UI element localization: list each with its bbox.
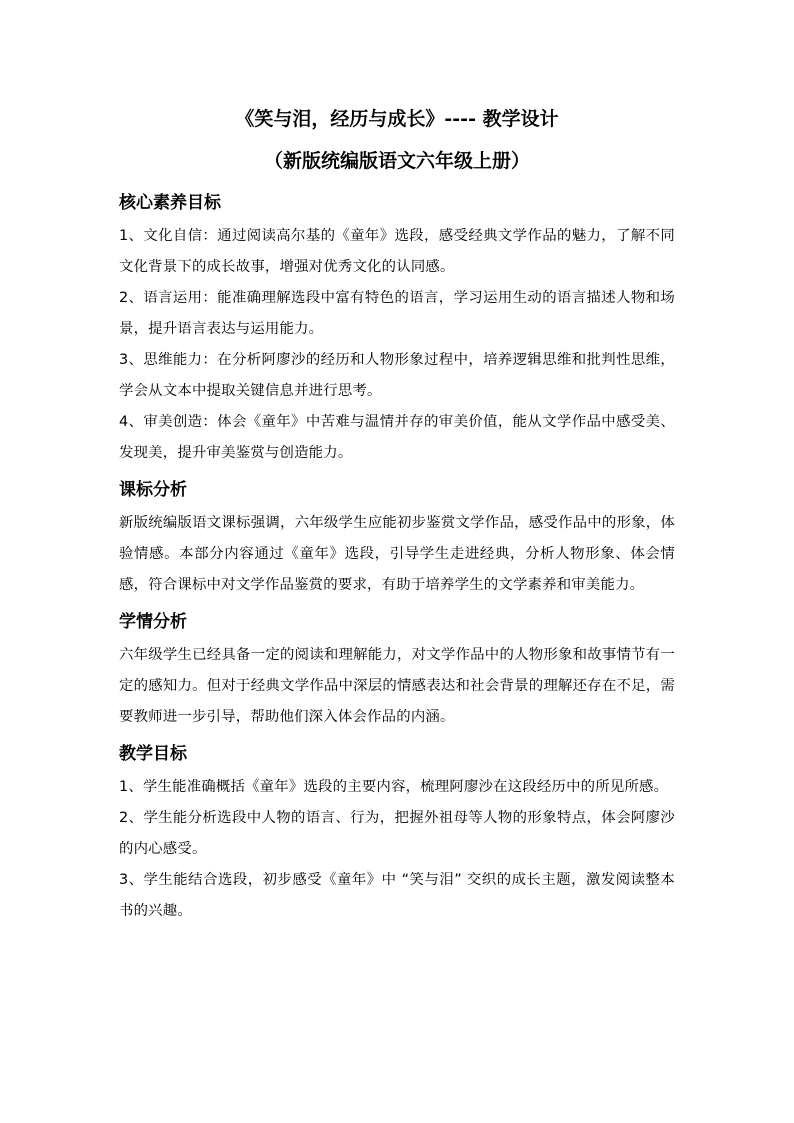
section-curriculum-analysis	[119, 474, 675, 601]
paragraph: 1、文化自信：通过阅读高尔基的《童年》选段，感受经典文学作品的魅力，了解不同文化背景下的成长故事，增强对优秀文化的认同感。	[119, 228, 675, 275]
paragraph: 2、语言运用：能准确理解选段中富有特色的语言，学习运用生动的语言描述人物和场景，提升语言表达与运用能力。	[119, 290, 675, 337]
document-page	[119, 100, 675, 927]
paragraph: 1、学生能准确概括《童年》选段的主要内容，梳理阿廖沙在这段经历中的所见所感。	[119, 779, 669, 795]
section-heading: 课标分析	[119, 480, 187, 500]
section-heading: 核心素养目标	[119, 193, 221, 213]
paragraph: 新版统编版语文课标强调，六年级学生应能初步鉴赏文学作品，感受作品中的形象，体验情感。本部分内容通过《童年》选段，引导学生走进经典，分析人物形象、体会情感，符合课标中对文学作品鉴赏的要求，有助于培养学生的文学素养和审美能力。	[119, 515, 675, 593]
document-title: 《笑与泪，经历与成长》---- 教学设计	[235, 108, 559, 130]
document-subtitle: （新版统编版语文六年级上册）	[263, 150, 530, 172]
paragraph: 2、学生能分析选段中人物的语言、行为，把握外祖母等人物的形象特点，体会阿廖沙的内心感受。	[119, 810, 675, 857]
section-heading: 学情分析	[119, 612, 187, 632]
section-teaching-goals	[119, 738, 675, 927]
paragraph: 六年级学生已经具备一定的阅读和理解能力，对文学作品中的人物形象和故事情节有一定的感知力。但对于经典文学作品中深层的情感表达和社会背景的理解还存在不足，需要教师进一步引导，帮助他们深入体会作品的内涵。	[119, 647, 675, 725]
section-student-analysis	[119, 606, 675, 733]
paragraph: 3、思维能力：在分析阿廖沙的经历和人物形象过程中，培养逻辑思维和批判性思维，学会从文本中提取关键信息并进行思考。	[119, 352, 675, 399]
paragraph: 4、审美创造：体会《童年》中苦难与温情并存的审美价值，能从文学作品中感受美、发现美，提升审美鉴赏与创造能力。	[119, 414, 675, 461]
section-core-literacy	[119, 187, 675, 469]
section-heading: 教学目标	[119, 744, 187, 764]
paragraph: 3、学生能结合选段，初步感受《童年》中 “笑与泪” 交织的成长主题，激发阅读整本书的兴趣。	[119, 872, 675, 919]
